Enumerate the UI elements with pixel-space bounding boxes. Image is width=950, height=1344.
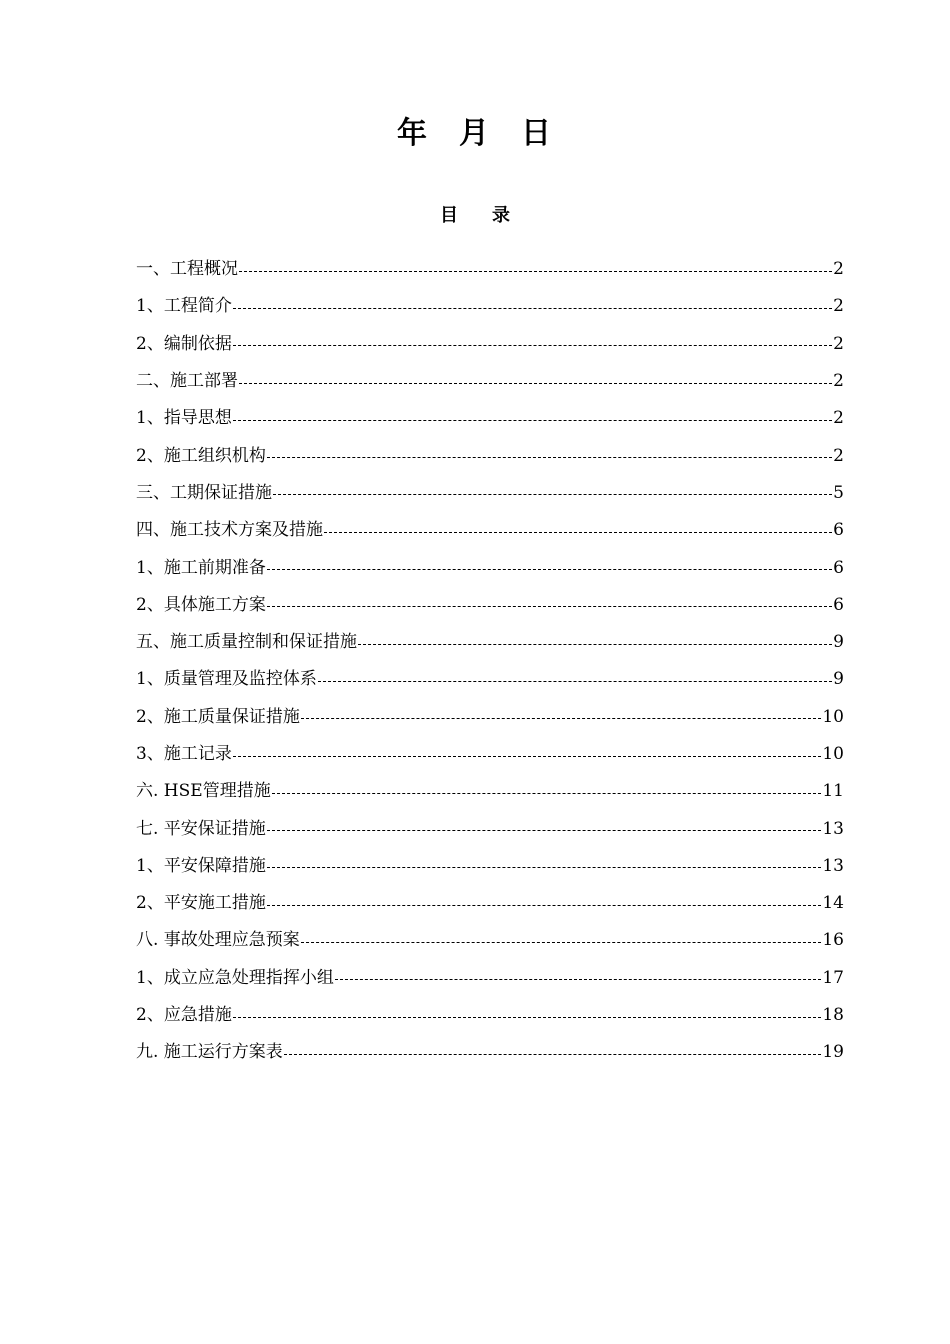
toc-leader bbox=[272, 792, 822, 794]
toc-leader bbox=[301, 717, 822, 719]
toc-entry-label: 五、施工质量控制和保证措施 bbox=[136, 632, 357, 653]
toc-entry-page: 2 bbox=[833, 408, 844, 429]
toc-leader bbox=[267, 568, 832, 570]
toc-entry-label: 1、平安保障措施 bbox=[136, 855, 266, 876]
toc-leader bbox=[233, 307, 832, 309]
toc-entry[interactable] bbox=[136, 699, 844, 736]
toc-leader bbox=[267, 829, 822, 831]
toc-title bbox=[0, 201, 950, 227]
toc-entry-label: 2、编制依据 bbox=[136, 333, 232, 354]
toc-entry[interactable] bbox=[136, 400, 844, 437]
toc-entry-page: 6 bbox=[833, 594, 844, 615]
table-of-contents bbox=[136, 251, 844, 1072]
toc-entry[interactable] bbox=[136, 997, 844, 1034]
toc-entry[interactable] bbox=[136, 549, 844, 586]
toc-entry-page: 5 bbox=[833, 482, 844, 503]
toc-entry-page: 2 bbox=[833, 445, 844, 466]
toc-entry[interactable] bbox=[136, 587, 844, 624]
toc-entry-label: 四、施工技术方案及措施 bbox=[136, 520, 323, 541]
toc-entry-label: 七. 平安保证措施 bbox=[136, 818, 266, 839]
toc-entry-label: 一、工程概况 bbox=[136, 259, 238, 280]
toc-leader bbox=[239, 270, 832, 272]
toc-entry-label: 2、应急措施 bbox=[136, 1005, 232, 1026]
toc-entry-page: 18 bbox=[822, 1005, 844, 1026]
toc-leader bbox=[233, 1016, 822, 1018]
date-month: 月 bbox=[459, 116, 491, 151]
toc-entry-page: 6 bbox=[833, 520, 844, 541]
toc-entry[interactable] bbox=[136, 363, 844, 400]
toc-entry-page: 16 bbox=[822, 930, 844, 951]
toc-entry[interactable] bbox=[136, 736, 844, 773]
toc-leader bbox=[324, 531, 832, 533]
toc-entry-label: 三、工期保证措施 bbox=[136, 482, 272, 503]
toc-leader bbox=[233, 419, 832, 421]
toc-entry-page: 2 bbox=[833, 371, 844, 392]
toc-entry-label: 六. HSE管理措施 bbox=[136, 781, 271, 802]
toc-entry-page: 17 bbox=[822, 967, 844, 988]
toc-entry-page: 9 bbox=[833, 669, 844, 690]
toc-leader bbox=[233, 344, 832, 346]
toc-leader bbox=[301, 941, 822, 943]
toc-entry-label: 八. 事故处理应急预案 bbox=[136, 930, 300, 951]
toc-entry-page: 11 bbox=[822, 781, 844, 802]
toc-entry-page: 6 bbox=[833, 557, 844, 578]
toc-leader bbox=[267, 904, 822, 906]
toc-entry-page: 13 bbox=[822, 818, 844, 839]
toc-entry[interactable] bbox=[136, 437, 844, 474]
toc-entry[interactable] bbox=[136, 1034, 844, 1071]
toc-entry-page: 19 bbox=[822, 1042, 844, 1063]
toc-entry[interactable] bbox=[136, 960, 844, 997]
toc-entry-label: 1、质量管理及监控体系 bbox=[136, 669, 317, 690]
toc-entry[interactable] bbox=[136, 885, 844, 922]
date-line bbox=[0, 108, 950, 152]
toc-title-right: 录 bbox=[492, 205, 510, 226]
toc-entry-page: 2 bbox=[833, 333, 844, 354]
toc-entry-label: 2、施工质量保证措施 bbox=[136, 706, 300, 727]
toc-entry-label: 二、施工部署 bbox=[136, 371, 238, 392]
toc-entry[interactable] bbox=[136, 251, 844, 288]
toc-entry[interactable] bbox=[136, 288, 844, 325]
toc-entry-label: 3、施工记录 bbox=[136, 744, 232, 764]
toc-entry-page: 10 bbox=[822, 744, 844, 764]
toc-entry[interactable] bbox=[136, 773, 844, 810]
toc-entry-label: 1、工程简介 bbox=[136, 296, 232, 317]
toc-entry[interactable] bbox=[136, 512, 844, 549]
toc-entry-page: 2 bbox=[833, 296, 844, 317]
toc-leader bbox=[358, 643, 832, 645]
toc-entry[interactable] bbox=[136, 810, 844, 847]
toc-entry-page: 10 bbox=[822, 706, 844, 727]
toc-entry[interactable] bbox=[136, 326, 844, 363]
toc-leader bbox=[267, 456, 832, 458]
date-year: 年 bbox=[397, 116, 429, 151]
toc-entry-page: 14 bbox=[822, 893, 844, 914]
toc-entry-label: 九. 施工运行方案表 bbox=[136, 1042, 283, 1063]
toc-entry[interactable] bbox=[136, 661, 844, 698]
toc-leader bbox=[267, 605, 832, 607]
toc-leader bbox=[284, 1053, 822, 1055]
date-day: 日 bbox=[521, 116, 553, 151]
toc-entry-page: 2 bbox=[833, 259, 844, 280]
toc-entry[interactable] bbox=[136, 624, 844, 661]
toc-entry-page: 9 bbox=[833, 632, 844, 653]
toc-entry-label: 2、具体施工方案 bbox=[136, 594, 266, 615]
toc-leader bbox=[233, 755, 822, 757]
toc-leader bbox=[267, 866, 822, 868]
toc-entry-label: 1、成立应急处理指挥小组 bbox=[136, 967, 334, 988]
toc-entry-label: 2、平安施工措施 bbox=[136, 893, 266, 914]
toc-entry[interactable] bbox=[136, 922, 844, 959]
toc-leader bbox=[239, 382, 832, 384]
toc-entry[interactable] bbox=[136, 848, 844, 885]
toc-entry-page: 13 bbox=[822, 855, 844, 876]
toc-leader bbox=[335, 978, 822, 980]
toc-entry-label: 1、施工前期准备 bbox=[136, 557, 266, 578]
toc-title-left: 目 bbox=[440, 205, 458, 226]
toc-entry[interactable] bbox=[136, 475, 844, 512]
toc-leader bbox=[318, 680, 832, 682]
toc-leader bbox=[273, 493, 832, 495]
toc-entry-label: 2、施工组织机构 bbox=[136, 445, 266, 466]
toc-entry-label: 1、指导思想 bbox=[136, 408, 232, 429]
